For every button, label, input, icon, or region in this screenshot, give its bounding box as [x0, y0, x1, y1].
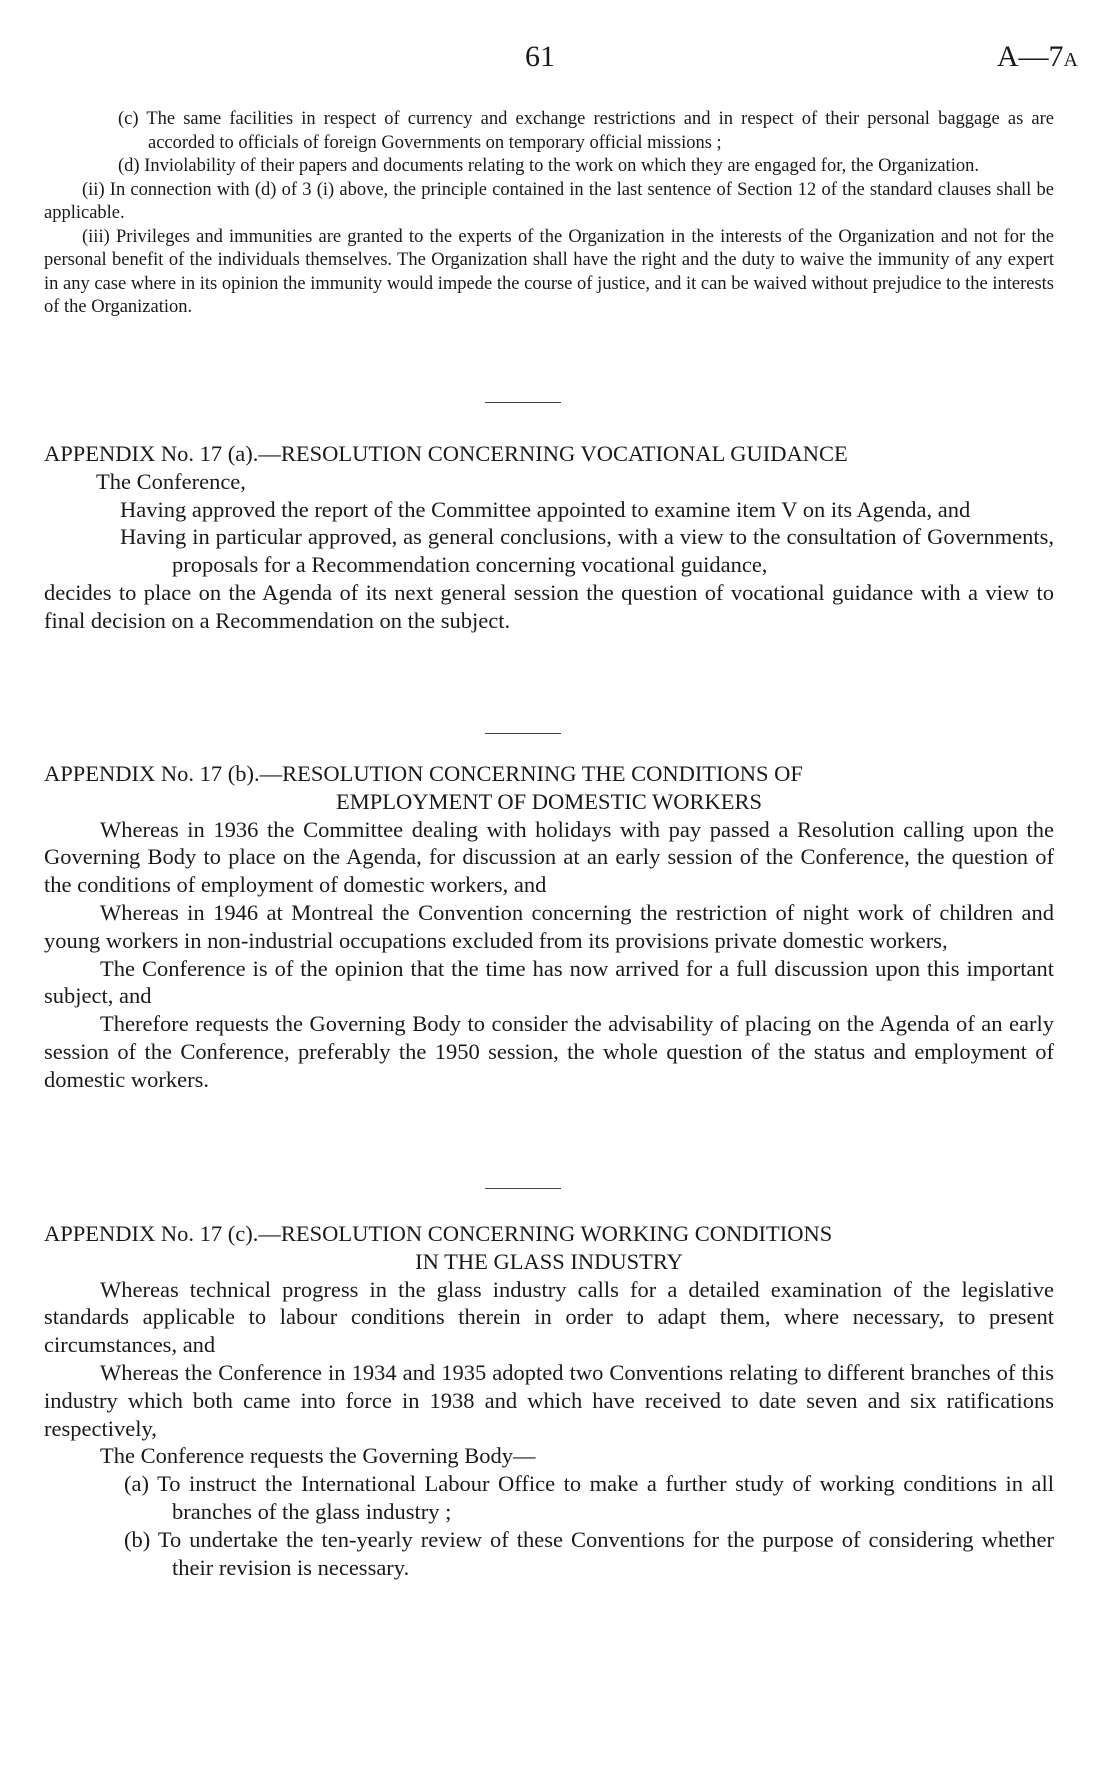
appendix-b-section — [44, 760, 1054, 1094]
page-number: 61 — [525, 40, 555, 73]
document-reference — [997, 40, 1078, 74]
clause-d: (d) Inviolability of their papers and documents relating to the work on which they are engaged for, the Organization. — [118, 156, 979, 176]
request-item-b: (b) To undertake the ten-yearly review of these Conventions for the purpose of considering whether their revision is necessary. — [124, 1526, 1054, 1580]
therefore-requests: Therefore requests the Governing Body to consider the advisability of placing on the Agenda of an early session of the Conference, preferably the 1950 session, the whole question of the status and employment of domestic workers. — [44, 1011, 1054, 1092]
conference-requests: The Conference requests the Governing Body— — [100, 1443, 536, 1469]
section-divider — [485, 1188, 561, 1189]
appendix-a-heading: APPENDIX No. 17 (a).—RESOLUTION CONCERNING VOCATIONAL GUIDANCE — [44, 441, 848, 466]
section-divider — [485, 402, 561, 403]
appendix-c-section — [44, 1220, 1054, 1581]
appendix-c-heading-line2: IN THE GLASS INDUSTRY — [415, 1248, 683, 1274]
appendix-c-heading-line1: APPENDIX No. 17 (c).—RESOLUTION CONCERNING WORKING CONDITIONS — [44, 1221, 833, 1246]
whereas-1946: Whereas in 1946 at Montreal the Convention concerning the restriction of night work of children and young workers in non-industrial occupations excluded from its provisions private domestic workers, — [44, 899, 1054, 953]
section-divider — [485, 733, 561, 734]
having-approved-2: Having in particular approved, as general conclusions, with a view to the consultation of Governments, proposals for a Recommendation concerning vocational guidance, — [120, 524, 1054, 578]
appendix-a-section — [44, 440, 1054, 635]
paragraph-iii: (iii) Privileges and immunities are granted to the experts of the Organization in the interests of the Organization and not for the personal benefit of the individuals themselves. The Organization shall have the right and the duty to waive the immunity of any expert in any case where in its opinion the immunity would impede the course of justice, and it can be waived without prejudice to the interests of the Organization. — [44, 226, 1054, 317]
document-reference-suffix: A — [1063, 49, 1078, 71]
appendix-b-heading-line1: APPENDIX No. 17 (b).—RESOLUTION CONCERNING THE CONDITIONS OF — [44, 761, 803, 786]
decision-paragraph: decides to place on the Agenda of its next general session the question of vocational guidance with a view to final decision on a Recommendation on the subject. — [44, 579, 1054, 633]
paragraph-ii: (ii) In connection with (d) of 3 (i) above, the principle contained in the last sentence of Section 12 of the standard clauses shall be applicable. — [44, 179, 1054, 223]
having-approved-1: Having approved the report of the Committee appointed to examine item V on its Agenda, and — [120, 496, 971, 522]
appendix-b-heading-line2: EMPLOYMENT OF DOMESTIC WORKERS — [335, 788, 763, 814]
intro-section — [44, 108, 1054, 320]
document-reference-main: A—7 — [996, 40, 1064, 73]
whereas-technical-progress: Whereas technical progress in the glass industry calls for a detailed examination of the legislative standards applicable to labour conditions therein in order to adapt them, where necessary, to present circumstances, and — [44, 1276, 1054, 1358]
whereas-conventions: Whereas the Conference in 1934 and 1935 adopted two Conventions relating to different branches of this industry which both came into force in 1938 and which have received to date seven and six ratifications respectively, — [44, 1359, 1054, 1441]
request-item-a: (a) To instruct the International Labour Office to make a further study of working conditions in all branches of the glass industry ; — [124, 1471, 1054, 1524]
conference-label: The Conference, — [96, 468, 246, 494]
conference-opinion: The Conference is of the opinion that the time has now arrived for a full discussion upon this important subject, and — [44, 955, 1054, 1009]
clause-c: (c) The same facilities in respect of currency and exchange restrictions and in respect of their personal baggage as are accorded to officials of foreign Governments on temporary official missions ; — [118, 109, 1054, 153]
whereas-1936: Whereas in 1936 the Committee dealing with holidays with pay passed a Resolution calling upon the Governing Body to place on the Agenda, for discussion at an early session of the Conference, the question of the conditions of employment of domestic workers, and — [44, 816, 1054, 898]
